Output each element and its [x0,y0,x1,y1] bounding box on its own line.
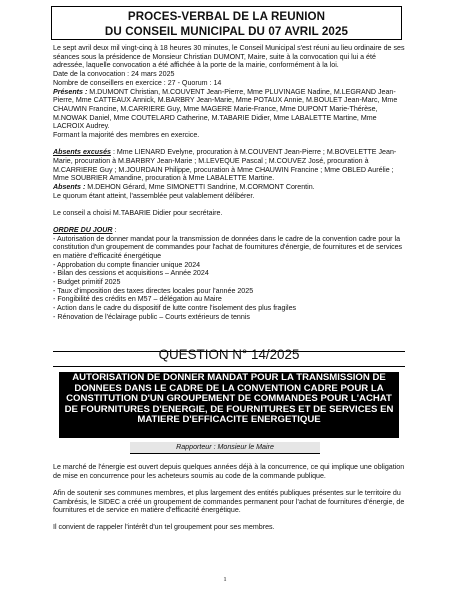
question-paragraph-3: Il convient de rappeler l'intérêt d'un tel groupement pour ses membres. [53,523,275,532]
agenda-item: - Taux d'imposition des taxes directes locales pour l'année 2025 [53,286,254,295]
absents-excuses-label: Absents excusés [53,148,111,157]
rapporteur-label: Rapporteur : Monsieur le Maire [130,442,320,454]
agenda-item: - Budget primitif 2025 [53,278,121,287]
agenda-item: - Autorisation de donner mandat pour la transmission de données dans le cadre de la convention cadre pour la constitution d'un groupement de commandes pour l'achat de fournitures d'énergie, de fournitures et de services en matière d'efficacité énergétique [53,234,403,260]
question-body [53,463,405,532]
page-number: 1 [223,576,227,583]
quorum-text: Le quorum étant atteint, l'assemblée peut valablement délibérer. [53,191,255,200]
absents-label: Absents : [53,182,86,191]
title-line-1: PROCES-VERBAL DE LA REUNION [127,10,326,23]
question-bottom-rule [53,366,405,367]
intro-section [53,44,405,322]
document-title-box [51,6,402,40]
question-paragraph-1: Le marché de l'énergie est ouvert depuis quelques années déjà à la concurrence, ce qui implique une obligation de mise en concurrence pour les acheteurs soumis au code de la commande publique. [53,463,405,480]
intro-paragraph: Le sept avril deux mil vingt-cinq à 18 heures 30 minutes, le Conseil Municipal s'est réuni au lieu ordinaire de ses séances sous la présidence de Monsieur Christian DUMONT, Maire, suite à la convocation qui lui a été adressée, laquelle convocation a été affichée à la porte de la mairie, conformément à la loi. [53,44,405,70]
question-subject-banner: AUTORISATION DE DONNER MANDAT POUR LA TRANSMISSION DE DONNEES DANS LE CADRE DE LA CONVENTION CADRE POUR LA CONSTITUTION D'UN GROUPEMENT DE COMMANDES POUR L'ACHAT DE FOURNITURES D'ENERGIE, DE FOURNITURES ET DE SERVICES EN MATIERE D'EFFICACITE ENERGETIQUE [59,372,399,438]
agenda-item: - Fongibilité des crédits en M57 – délégation au Maire [53,295,222,304]
ordre-du-jour-label: ORDRE DU JOUR [53,225,113,234]
agenda-item: - Rénovation de l'éclairage public – Courts extérieurs de tennis [53,312,250,321]
presents-label: Présents : [53,87,88,96]
presents-list [53,88,405,132]
question-title: QUESTION N° 14/2025 [158,347,300,362]
absents [53,183,405,192]
secretaire-text: Le conseil a choisi M.TABARIE Didier pour secrétaire. [53,208,223,217]
absents-excuses [53,148,405,183]
question-paragraph-2: Afin de soutenir ses communes membres, et plus largement des entités publiques présentes sur le territoire du Cambrésis, le SIDEC a créé un groupement de commandes permanent pour l'achat de fournitures d'énergie, de fournitures et de service en matière d'efficacité énergétique. [53,488,405,515]
title-line-2: DU CONSEIL MUNICIPAL DU 07 AVRIL 2025 [104,25,349,38]
presents-text: M.DUMONT Christian, M.COUVENT Jean-Pierre, Mme PLUVINAGE Nadine, M.LEGRAND Jean-Pierre, Mme CATTEAUX Annick, M.BARBRY Jean-Marie, Mme POTAUX Annie, M.BOULET Jean-Marc, Mme CHAUWIN Francine, M.CARRIERE Guy, Mme MAGERE Marie-France, Mme DUPONT Marie-Thérèse, M.NOWAK Daniel, Mme COUTELARD Catherine, M.TABARIE Didier, Mme LABALETTE Martine, Mme LACROIX Audrey. [53,87,398,131]
ordre-du-jour-suffix: : [112,225,117,234]
absents-excuses-text: : Mme LIENARD Evelyne, procuration à M.COUVENT Jean-Pierre ; M.BOVELETTE Jean-Marie, procuration à M.BARBRY Jean-Marie ; M.LEVEQUE Pascal ; M.COUVEZ José, procuration à M.CARRIERE Guy ; M.JOURDAIN Philippe, procuration à Mme CHAUWIN Francine ; Mme OBLED Aurélie ; Mme SOUBRIER Amandine, procuration à Mme LABALETTE Martine. [53,148,397,183]
agenda-item: - Action dans le cadre du dispositif de lutte contre l'isolement des plus fragiles [53,304,297,313]
convocation-date: Date de la convocation : 24 mars 2025 [53,70,175,79]
absents-text: M.DEHON Gérard, Mme SIMONETTI Sandrine, M.CORMONT Corentin. [85,182,315,191]
ordre-du-jour-heading [53,226,405,235]
majorite-text: Formant la majorité des membres en exercice. [53,131,200,140]
agenda-item: - Bilan des cessions et acquisitions – Année 2024 [53,269,209,278]
agenda-item: - Approbation du compte financier unique 2024 [53,260,201,269]
conseillers-count: Nombre de conseillers en exercice : 27 - Quorum : 14 [53,78,222,87]
